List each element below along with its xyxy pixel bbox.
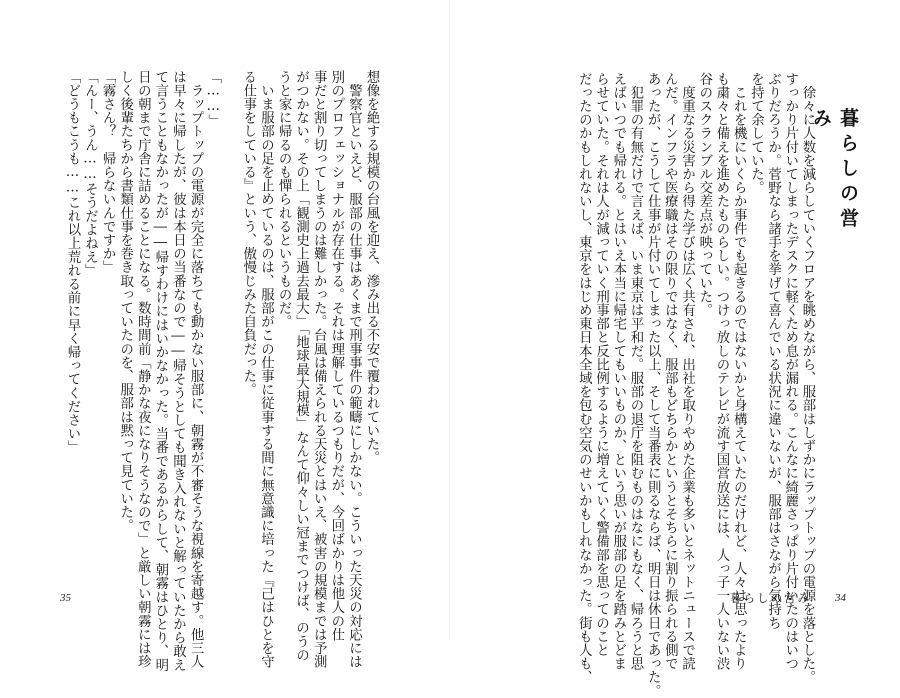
body-column: 度重なる災害から得た学びは広く共有され、出社を取りやめた企業も多いとネットニュースで読 <box>679 72 695 671</box>
body-column: 「んー、うん……そうだよねえ」 <box>82 70 98 278</box>
body-column: を持て余していた。 <box>748 72 764 195</box>
body-column: 「……」 <box>205 70 221 128</box>
body-column: んだ。インフラや医療職はその限りではなく、服部もどちらかというとそちらに割り振られる側で <box>662 72 678 671</box>
blank-column <box>222 70 240 590</box>
body-column: すっかり片付いてしまったデスクに軽くため息が漏れる。こんなに綺麗さっぱり片付いたのはいつ <box>782 72 798 671</box>
body-column: ぶりだろうか。菅野なら諸手を挙げて喜んでいる状況に違いないが、服部はさながら気持ち <box>765 72 781 630</box>
body-column: は早々に帰したが、彼は本日の当番なので――帰そうとしても聞き入れないと解っていたから敢え <box>170 70 186 672</box>
page-number-right: 34 <box>835 592 846 604</box>
body-column: だったのかもしれないし、東京をはじめ東日本全域を包む空気のせいかもしれなかった。街も人も、 <box>576 72 592 684</box>
body-column: て言うこともなかったが――帰すわけにはいかなかった。当番であるからして、朝霧はひとり、明 <box>152 70 168 672</box>
body-column: 「どうもこうも……これ以上荒れる前に早く帰ってください」 <box>64 70 80 454</box>
body-column: しく後輩たちから書類仕事を巻き取っていたのを、服部は黙って見ていた。 <box>117 70 133 533</box>
left-page <box>0 0 450 672</box>
body-column: 谷のスクランブル交差点が映っていた。 <box>696 72 712 317</box>
body-column: うと家に帰るのも憚られるというものだ。 <box>276 70 292 329</box>
body-column: あったが、こうして仕事が片付いてしまった以上、そして当番表に則るならば、明日は休日であった。 <box>645 72 661 698</box>
body-column: 別のプロフェッショナルが存在する。それは理解しているつもりだが、今回ばかりは他人の仕 <box>328 70 344 642</box>
body-column: 警察官といえど、服部の仕事はあくまで刑事事件の範疇にしかない。こういった天災の対応には <box>346 70 362 669</box>
page-number-left: 35 <box>60 592 71 604</box>
body-column: えばいつでも帰れる。とはいえ本当に帰宅してもいいものか、という思いが服部の足を踏みとどま <box>610 72 626 671</box>
body-column: ラップトップの電源が完全に落ちても動かない服部に、朝霧が不審そうな視線を寄越す。他三人 <box>188 70 204 669</box>
running-head: 暮らしの営み <box>730 591 811 605</box>
chapter-title: 暮らしの営み <box>810 108 859 233</box>
body-column: 日の朝まで庁舎に詰めることになる。数時間前「静かな夜になりそうなので」と厳しい朝霧には珍 <box>135 70 151 669</box>
body-column: これを機にいくらか事件でも起きるのではないかと身構えていたのだけれど、人々は思ったより <box>731 72 747 671</box>
body-column: 徐々に人数を減らしていくフロアを眺めながら、服部はしずかにラップトップの電源を落とした。 <box>800 72 815 684</box>
body-column: 事だと割り切ってしまうのは難しかった。台風は備えられる天災とはいえ、被害の規模までは予測 <box>311 70 327 669</box>
body-column: 「霧さん？ 帰らないんですか」 <box>100 70 116 274</box>
body-column: らせていた。それは人が減っていく刑事部と反比例するように増えていく警備部を思ってのこと <box>593 72 609 657</box>
body-column: も粛々と備えを進めたものらしい。つけっ放しのテレビが流す国営放送には、人っ子一人いない渋 <box>713 72 729 671</box>
body-column: る仕事をしている』という、傲慢じみた自負だった。 <box>240 70 256 397</box>
body-column: 想像を絶する規模の台風を迎え、滲み出る不安で覆われていた。 <box>364 70 379 465</box>
body-column: がつかない。その上「観測史上過去最大」「地球最大規模」なんて仰々しい冠までつけば、のうの <box>293 70 309 662</box>
body-column: 犯罪の有無だけで言えば、いま東京は平和だ。服部の退庁を阻むものはなにもなく、帰ろうと思 <box>627 72 643 671</box>
body-column: いま服部の足を止めているのは、服部がこの仕事に従事する間に無意識に培った『己はひとを守 <box>258 70 274 669</box>
